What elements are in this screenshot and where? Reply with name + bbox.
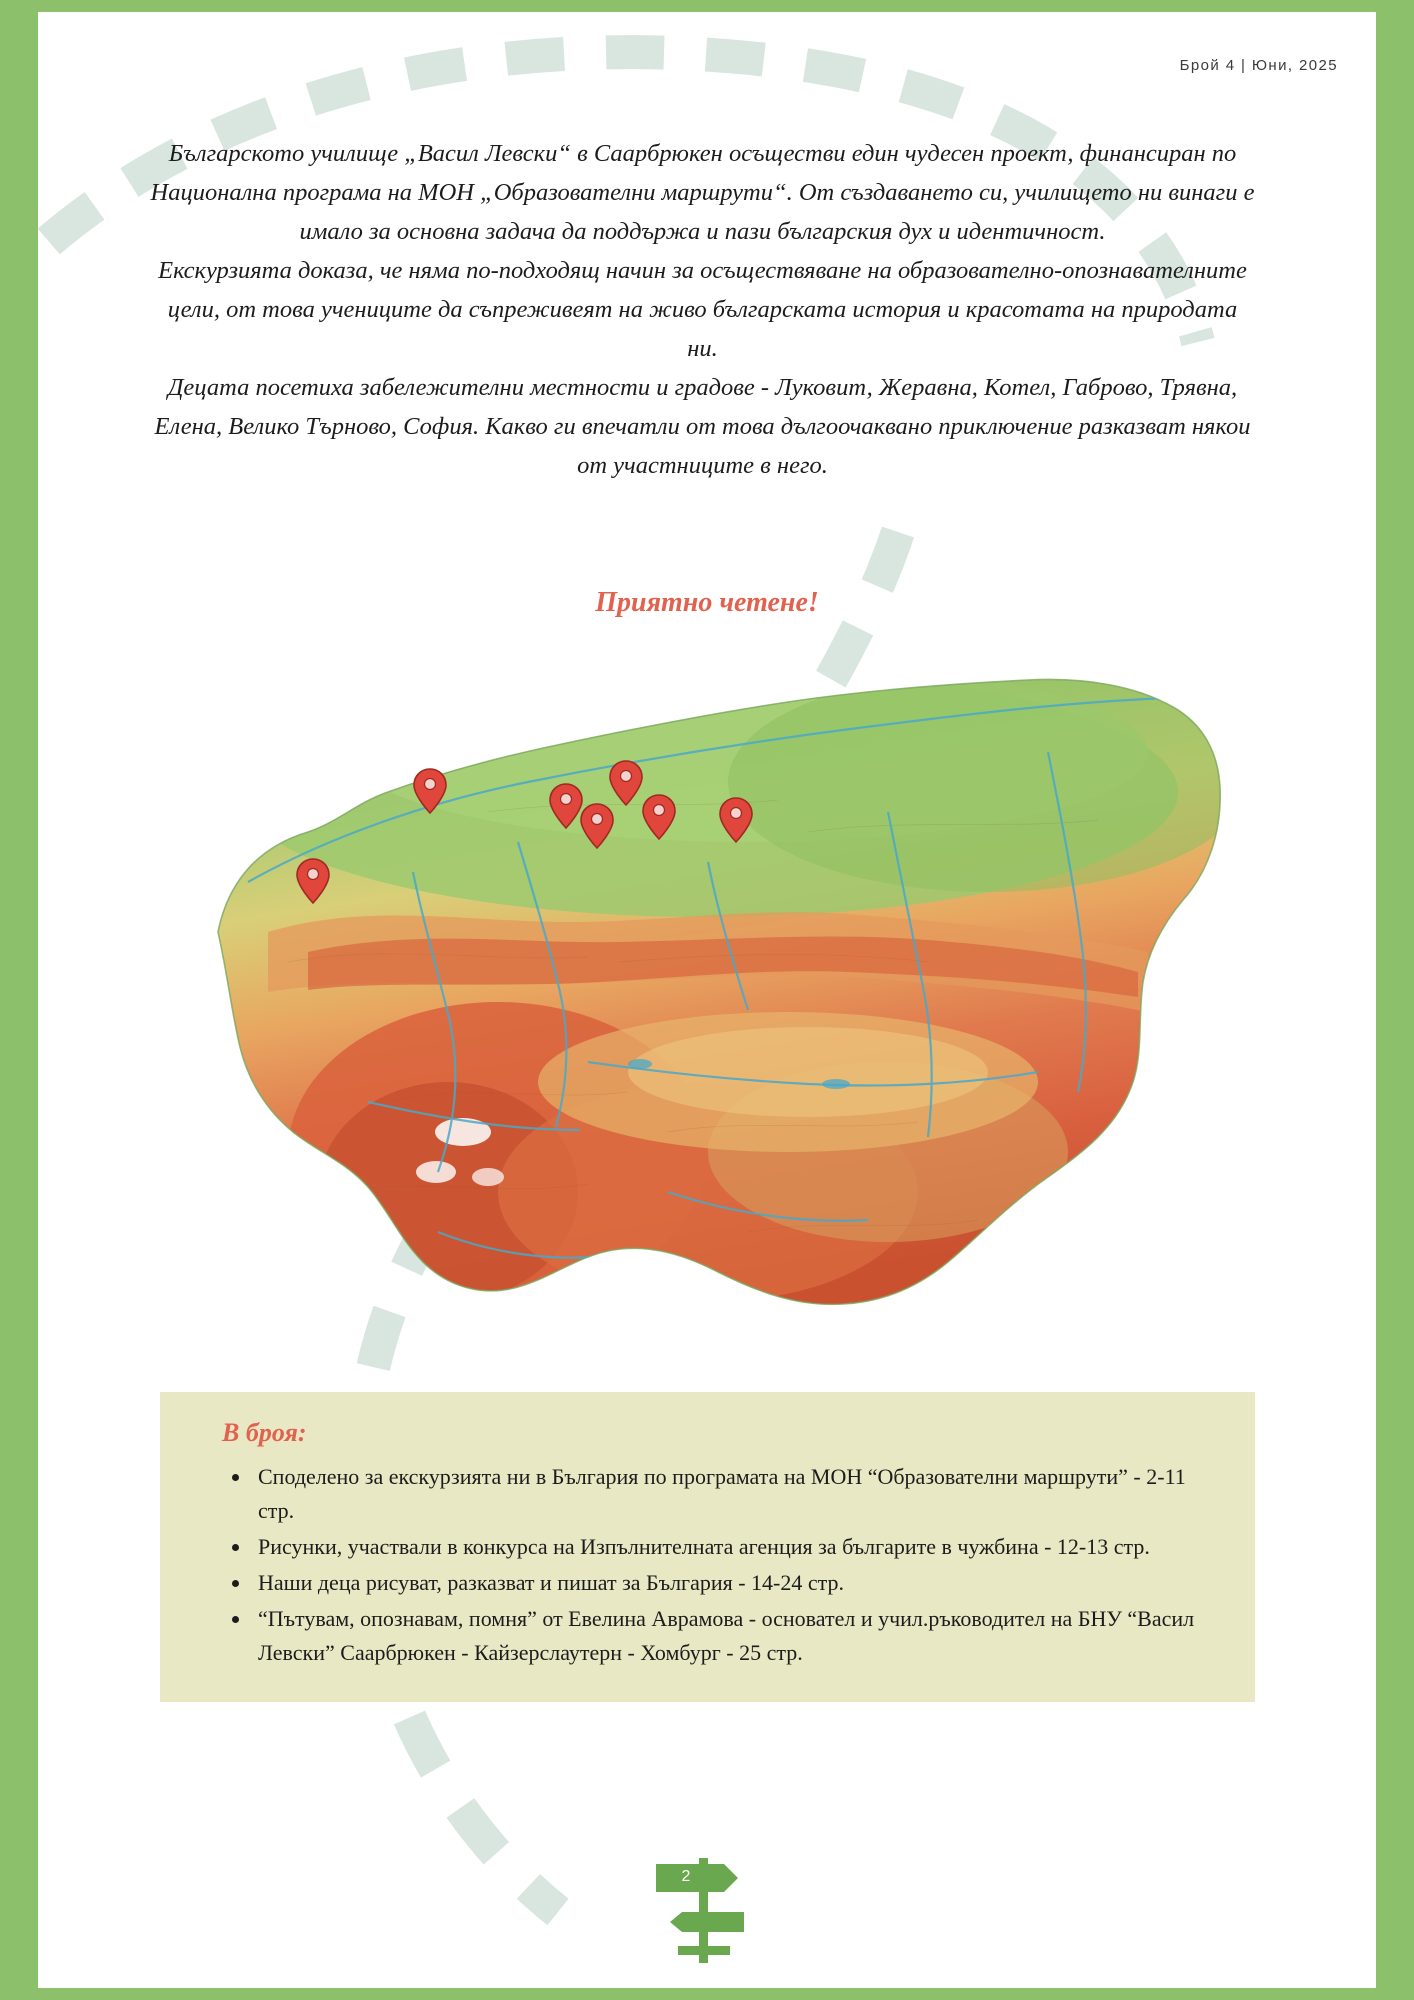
map-pin-gabrovo[interactable] [549, 783, 583, 829]
map-pin-lukovit[interactable] [413, 768, 447, 814]
map-pin-kotel[interactable] [719, 797, 753, 843]
toc-item[interactable]: • “Пътувам, опознавам, помня” от Евелина Аврамова - основател и учил.ръководител на БНУ “Васил Левски” Саарбрюкен - Кайзерслаутерн - Хомбург - 25 стр. [252, 1602, 1221, 1670]
intro-paragraph-1: Българското училище „Васил Левски“ в Саарбрюкен осъществи един чудесен проект, финансиран по Национална програма на МОН „Образователни маршрути“. От създаването си, училището ни винаги е имало за основна задача да поддържа и пази българския дух и идентичност. [150, 140, 1255, 245]
map-pin-veliko-tarnovo[interactable] [609, 760, 643, 806]
table-of-contents [160, 1392, 1255, 1702]
page-number-signpost [652, 1850, 762, 1970]
toc-item[interactable]: • Рисунки, участвали в конкурса на Изпълнителната агенция за българите в чужбина - 12-13 стр. [252, 1530, 1221, 1564]
intro-paragraph-2: Екскурзията доказа, че няма по-подходящ начин за осъществяване на образователно-опознавателните цели, от това учениците да съпреживеят на живо българската история и красотата на природата ни. [158, 257, 1247, 362]
page-canvas [38, 12, 1376, 1988]
map-graphic [188, 632, 1278, 1332]
toc-title: В броя: [222, 1418, 307, 1447]
enjoy-reading-heading: Приятно четене! [595, 587, 819, 618]
toc-list [194, 1460, 1221, 1670]
intro-text [150, 134, 1255, 485]
intro-paragraph-3: Децата посетиха забележителни местности и градове - Луковит, Жеравна, Котел, Габрово, Трявна, Елена, Велико Търново, София. Какво ги впечатли от това дългоочаквано приключение разказват някои от участниците в него. [154, 374, 1251, 479]
map-pin-tryavna[interactable] [580, 803, 614, 849]
map-pin-elena[interactable] [642, 794, 676, 840]
bulgaria-relief-map [188, 632, 1278, 1332]
toc-item[interactable]: • Наши деца рисуват, разказват и пишат за България - 14-24 стр. [252, 1566, 1221, 1600]
issue-label: Брой 4 | Юни, 2025 [1179, 57, 1338, 74]
toc-item[interactable]: • Споделено за екскурзията ни в България по програмата на МОН “Образователни маршрути” - 2-11 стр. [252, 1460, 1221, 1528]
map-pin-sofia[interactable] [296, 858, 330, 904]
page-number: 2 [681, 1868, 691, 1885]
